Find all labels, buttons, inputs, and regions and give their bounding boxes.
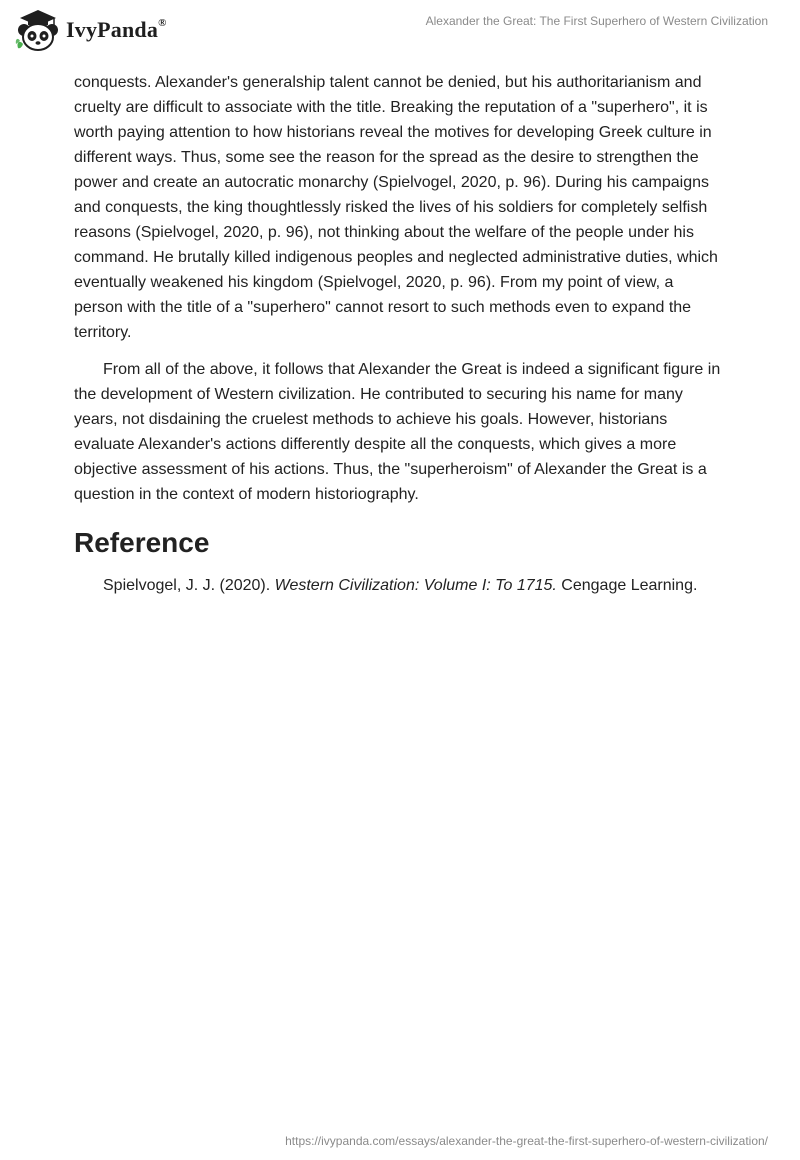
reference-entry (74, 573, 726, 598)
references-heading: Reference (74, 527, 210, 558)
body-paragraph-2: From all of the above, it follows that Alexander the Great is indeed a significant figure in the development of Western civilization. He contributed to securing his name for many years, not disdaining the cruelest methods to achieve his goals. However, historians evaluate Alexander's actions differently despite all the conquests, which gives a more objective assessment of his actions. Thus, the "superheroism" of Alexander the Great is a question in the context of modern historiography. (74, 361, 721, 503)
panda-graduate-icon (14, 8, 62, 52)
reference-title: Western Civilization: Volume I: To 1715. (274, 577, 557, 594)
brand-wordmark: IvyPanda® (66, 16, 167, 42)
reference-authors-year: Spielvogel, J. J. (2020). (103, 577, 275, 594)
source-url[interactable]: https://ivypanda.com/essays/alexander-the-great-the-first-superhero-of-western-civilization/ (285, 1134, 768, 1148)
essay-content (74, 70, 726, 598)
brand-logo[interactable] (14, 8, 167, 52)
body-paragraph-1: conquests. Alexander's generalship talent cannot be denied, but his authoritarianism and cruelty are difficult to associate with the title. Breaking the reputation of a "superhero", it is worth paying attention to how historians reveal the motives for developing Greek culture in different ways. Thus, some see the reason for the spread as the desire to strengthen the power and create an autocratic monarchy (Spielvogel, 2020, p. 96). During his campaigns and conquests, the king thoughtlessly risked the lives of his soldiers for completely selfish reasons (Spielvogel, 2020, p. 96), not thinking about the welfare of the people under his command. He brutally killed indigenous peoples and neglected administrative duties, which eventually weakened his kingdom (Spielvogel, 2020, p. 96). From my point of view, a person with the title of a "superhero" cannot resort to such methods even to expand the territory. (74, 74, 718, 341)
running-title: Alexander the Great: The First Superhero of Western Civilization (425, 14, 768, 28)
reference-publisher: Cengage Learning. (556, 577, 698, 594)
